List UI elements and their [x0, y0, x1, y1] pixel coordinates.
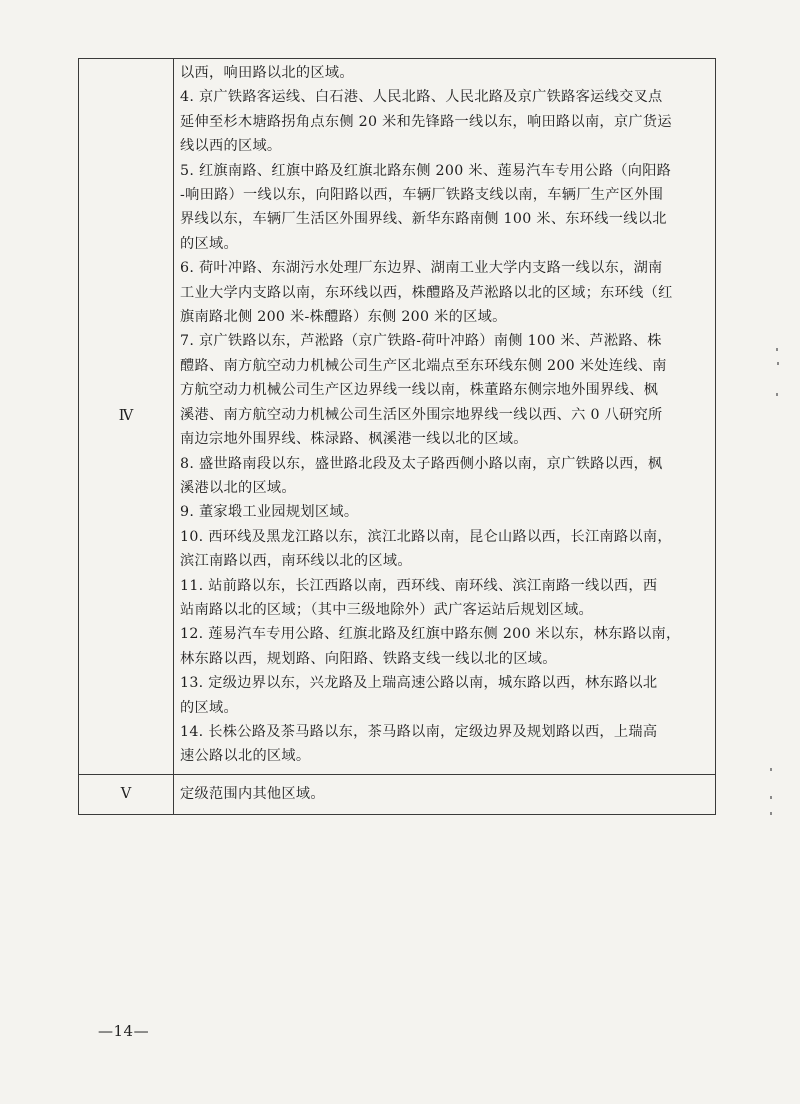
description-cell: [174, 59, 716, 775]
text-line: 速公路以北的区域。: [180, 748, 311, 765]
text-line: 线以西的区域。: [180, 138, 282, 155]
text-line: 界线以东，车辆厂生活区外围界线、新华东路南侧 100 米、东环线一线以北: [180, 211, 667, 228]
text-line: 14. 长株公路及茶马路以东，茶马路以南，定级边界及规划路以西，上瑞高: [180, 723, 658, 740]
text-line: 南边宗地外围界线、株渌路、枫溪港一线以北的区域。: [180, 431, 528, 448]
text-line: -响田路）一线以东，向阳路以西，车辆厂铁路支线以南，车辆厂生产区外围: [180, 187, 664, 204]
text-line: 7. 京广铁路以东，芦淞路（京广铁路-荷叶冲路）南侧 100 米、芦淞路、株: [180, 333, 662, 350]
scan-speck: [777, 362, 779, 365]
text-line: 延伸至杉木塘路拐角点东侧 20 米和先锋路一线以东，响田路以南，京广货运: [180, 113, 672, 130]
table-row: [79, 774, 716, 814]
text-line: 的区域。: [180, 699, 238, 716]
scan-speck: [770, 812, 772, 815]
text-line: 定级范围内其他区域。: [180, 785, 325, 802]
text-line: 林东路以西，规划路、向阳路、铁路支线一线以北的区域。: [180, 650, 557, 667]
zone-grade-table: [78, 58, 716, 815]
text-line: 13. 定级边界以东，兴龙路及上瑞高速公路以南，城东路以西，林东路以北: [180, 675, 658, 692]
text-line: 方航空动力机械公司生产区边界线一线以南，株董路东侧宗地外围界线、枫: [180, 382, 659, 399]
text-line: 12. 莲易汽车专用公路、红旗北路及红旗中路东侧 200 米以东，林东路以南，: [180, 626, 681, 643]
scan-speck: [776, 393, 778, 396]
text-line: 溪港以北的区域。: [180, 479, 296, 496]
text-line: 站南路以北的区域；（其中三级地除外）武广客运站后规划区域。: [180, 601, 594, 618]
grade-cell: Ⅴ: [79, 774, 174, 814]
scan-speck: [770, 796, 772, 799]
description-cell: [174, 774, 716, 814]
text-line: 5. 红旗南路、红旗中路及红旗北路东侧 200 米、莲易汽车专用公路（向阳路: [180, 162, 672, 179]
grade-cell: Ⅳ: [79, 59, 174, 775]
text-line: 旗南路北侧 200 米-株醴路）东侧 200 米的区域。: [180, 309, 507, 326]
page-number: —14—: [98, 1022, 150, 1040]
text-line: 醴路、南方航空动力机械公司生产区北端点至东环线东侧 200 米处连线、南: [180, 357, 667, 374]
text-line: 溪港、南方航空动力机械公司生活区外围宗地界线一线以西、六 0 八研究所: [180, 406, 663, 423]
text-line: 4. 京广铁路客运线、白石港、人民北路、人民北路及京广铁路客运线交叉点: [180, 89, 663, 106]
text-line: 滨江南路以西，南环线以北的区域。: [180, 553, 412, 570]
table-row: [79, 59, 716, 775]
text-line: 8. 盛世路南段以东，盛世路北段及太子路西侧小路以南，京广铁路以西，枫: [180, 455, 663, 472]
text-line: 6. 荷叶冲路、东湖污水处理厂东边界、湖南工业大学内支路一线以东，湖南: [180, 260, 663, 277]
text-line: 10. 西环线及黑龙江路以东，滨江北路以南，昆仑山路以西，长江南路以南，: [180, 528, 672, 545]
text-line: 工业大学内支路以南，东环线以西，株醴路及芦淞路以北的区域；东环线（红: [180, 284, 673, 301]
scan-speck: [770, 768, 772, 771]
text-line: 的区域。: [180, 235, 238, 252]
text-line: 9. 董家塅工业园规划区域。: [180, 504, 359, 521]
scan-speck: [776, 348, 778, 351]
text-line: 以西，响田路以北的区域。: [180, 65, 354, 81]
text-line: 11. 站前路以东，长江西路以南，西环线、南环线、滨江南路一线以西，西: [180, 577, 658, 594]
